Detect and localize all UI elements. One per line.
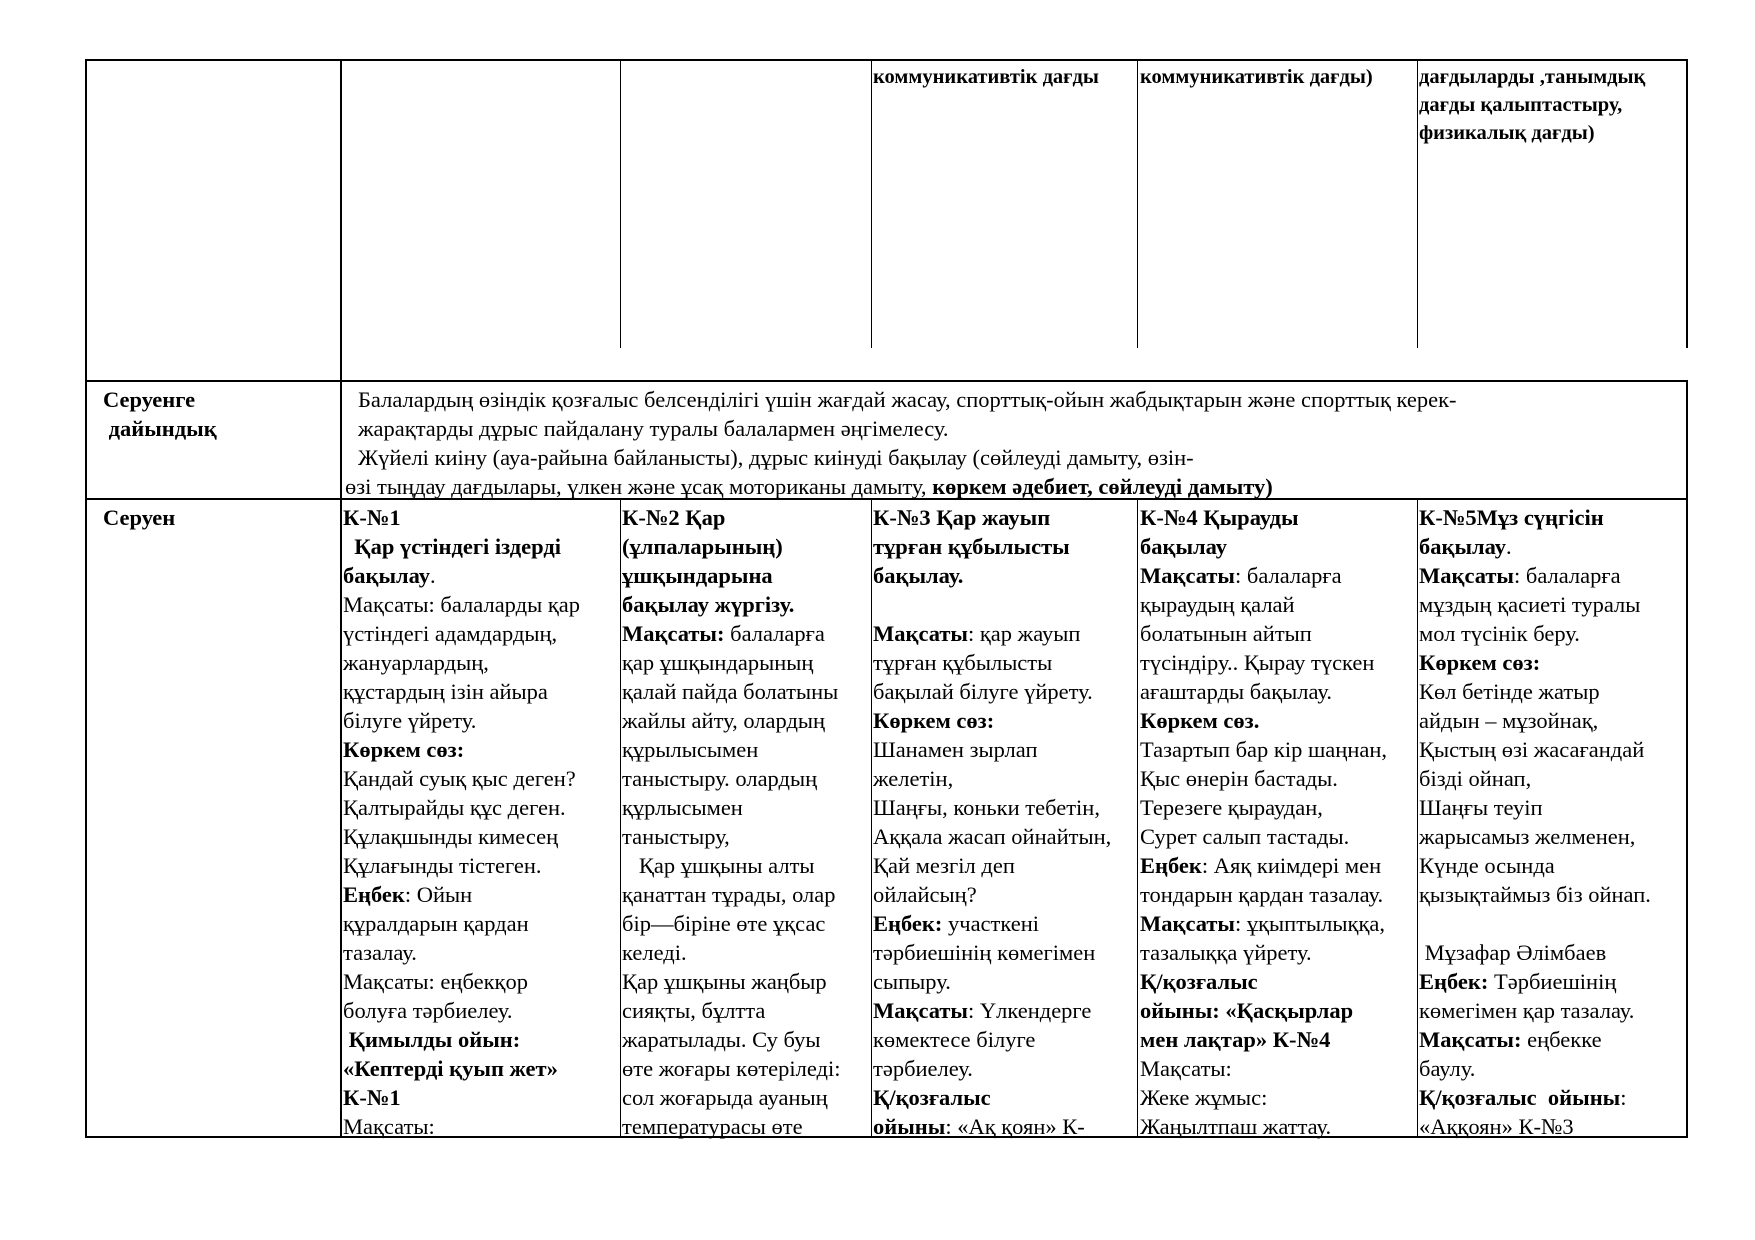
walk-text-run: мол түсінік беру. <box>1419 621 1580 646</box>
walk-text-run: Шаңғы, коньки тебетін, <box>873 795 1100 820</box>
walk-text-run: болуға тәрбиелеу. <box>343 998 513 1023</box>
walk-text-run: Қыс өнерін бастады. <box>1140 766 1338 791</box>
walk-text-tail: : Ойын <box>404 882 473 907</box>
walk-text-run: Мақсаты <box>873 998 968 1023</box>
top-text-line: коммуникативтік дағды) <box>1140 66 1373 88</box>
walk-text-line <box>873 1112 1111 1141</box>
walk-text-run: құстардың ізін айыра <box>343 679 548 704</box>
walk-text-tail: Тәрбиешінің <box>1488 969 1617 994</box>
walk-text-run: құрылысымен <box>622 737 759 762</box>
walk-text-line <box>343 996 580 1025</box>
walk-text-run: Мақсаты: балаларды қар <box>343 592 580 617</box>
walk-text-line <box>873 996 1111 1025</box>
walk-text-line <box>873 561 1111 590</box>
grid-line <box>1686 380 1688 1138</box>
walk-text-line <box>622 1025 841 1054</box>
walk-text-line <box>1140 590 1387 619</box>
walk-text-run: ойлайсың? <box>873 882 977 907</box>
walk-text-run: К-№4 Қырауды <box>1140 505 1299 530</box>
walk-text-line <box>873 706 1111 735</box>
walk-text-line <box>873 909 1111 938</box>
walk-text-tail: : Үлкендерге <box>968 998 1092 1023</box>
walk-text-run: таныстыру. олардың <box>622 766 818 791</box>
walk-text-line <box>873 880 1111 909</box>
walk-text-tail: еңбекке <box>1521 1027 1602 1052</box>
walk-text-tail: . <box>1506 534 1512 559</box>
walk-text-run: Күнде осында <box>1419 853 1555 878</box>
walk-text-line <box>873 532 1111 561</box>
walk-text-line <box>1419 1025 1651 1054</box>
walk-text-line <box>343 822 580 851</box>
walk-text-line <box>1419 648 1651 677</box>
walk-text-run: Көркем сөз: <box>1419 650 1541 675</box>
grid-line <box>85 59 87 1138</box>
walk-text-line <box>1419 996 1651 1025</box>
walk-text-line <box>1419 1054 1651 1083</box>
walk-text-line <box>873 1025 1111 1054</box>
walk-text-run: қанаттан тұрады, олар <box>622 882 836 907</box>
walk-text-line <box>1140 822 1387 851</box>
walk-text-run: түсіндіру.. Қырау түскен <box>1140 650 1375 675</box>
walk-text-run: мен лақтар» К-№4 <box>1140 1027 1331 1052</box>
walk-text-line <box>343 851 580 880</box>
walk-text-run: Көл бетінде жатыр <box>1419 679 1600 704</box>
walk-text-tail: : балаларға <box>1514 563 1621 588</box>
grid-line <box>871 59 872 348</box>
walk-text-line <box>1140 1054 1387 1083</box>
walk-text-line <box>622 938 841 967</box>
walk-text-line <box>622 619 841 648</box>
prep-text-line <box>345 472 1678 501</box>
walk-text-line <box>1140 561 1387 590</box>
walk-text-tail: : ұқыптылыққа, <box>1235 911 1385 936</box>
walk-text-line <box>873 822 1111 851</box>
prep-text <box>345 385 1678 501</box>
walk-text-run: К-№3 Қар жауып <box>873 505 1051 530</box>
walk-text-line <box>1140 735 1387 764</box>
grid-line <box>340 59 342 1138</box>
walk-text-line <box>1419 967 1651 996</box>
walk-text-run: Қар ұшқыны жаңбыр <box>622 969 827 994</box>
walk-text-run: желетін, <box>873 766 954 791</box>
walk-text-run: көмектесе білуге <box>873 1027 1036 1052</box>
walk-text-line <box>1140 880 1387 909</box>
walk-text-run: Қандай суық қыс деген? <box>343 766 576 791</box>
walk-text-line <box>622 677 841 706</box>
grid-line <box>1137 498 1138 1138</box>
walk-text-line <box>1419 793 1651 822</box>
walk-text-run: тәрбиелеу. <box>873 1056 973 1081</box>
walk-text-line <box>343 735 580 764</box>
walk-text-line <box>622 851 841 880</box>
walk-text-run: бақылау жүргізу. <box>622 592 795 617</box>
walk-text-line <box>1419 561 1651 590</box>
walk-text-run: ойыны <box>873 1114 946 1139</box>
top-text-line: дағды қалыптастыру, <box>1419 94 1623 116</box>
prep-text-line: Балалардың өзіндік қозғалыс белсенділігі үшін жағдай жасау, спорттық-ойын жабдықтарын және спорттық керек- <box>358 387 1457 412</box>
walk-text-run: температурасы өте <box>622 1114 803 1139</box>
walk-text-tail: : балаларға <box>1235 563 1342 588</box>
walk-text-run: тондарын қардан тазалау. <box>1140 882 1384 907</box>
walk-text-line <box>622 590 841 619</box>
prep-text-plain: өзі тыңдау дағдылары, үлкен және ұсақ моториканы дамыту, <box>345 474 933 499</box>
walk-text-line <box>873 648 1111 677</box>
walk-text-line <box>1419 1083 1651 1112</box>
walk-text-run: Мақсаты <box>1140 911 1235 936</box>
walk-text-line <box>622 1054 841 1083</box>
grid-line <box>620 498 621 1138</box>
walk-text-run: К-№5Мұз сүңгісін <box>1419 505 1604 530</box>
walk-col5 <box>1419 503 1651 1141</box>
walk-text-line <box>1419 677 1651 706</box>
walk-text-line <box>1419 619 1651 648</box>
walk-text-line <box>622 996 841 1025</box>
walk-text-run: Құлағынды тістеген. <box>343 853 542 878</box>
walk-text-run: бір—біріне өте ұқсас <box>622 911 826 936</box>
top-text-line: дағдыларды ,танымдық <box>1419 66 1646 88</box>
walk-text-line <box>622 1112 841 1141</box>
walk-text-line <box>873 590 1111 619</box>
walk-text-run: Мақсаты <box>1140 563 1235 588</box>
walk-text-line <box>1140 1112 1387 1141</box>
walk-text-run: үстіндегі адамдардың, <box>343 621 558 646</box>
walk-text-run: бақылай білуге үйрету. <box>873 679 1093 704</box>
walk-text-run: Мақсаты: <box>1140 1056 1232 1081</box>
walk-text-line <box>1140 648 1387 677</box>
walk-text-line <box>873 938 1111 967</box>
walk-text-run: келеді. <box>622 940 687 965</box>
walk-text-line <box>1140 677 1387 706</box>
walk-text-run: Шаңғы теуіп <box>1419 795 1543 820</box>
walk-text-run: Тазартып бар кір шаңнан, <box>1140 737 1388 762</box>
walk-text-run: Қимылды ойын: <box>343 1027 521 1052</box>
walk-text-line <box>343 1112 580 1141</box>
walk-text-run: бақылау. <box>873 563 964 588</box>
grid-line <box>85 380 1688 382</box>
walk-text-run: жайлы айту, олардың <box>622 708 826 733</box>
walk-text-line <box>343 764 580 793</box>
walk-label-text: Серуен <box>103 505 176 530</box>
walk-text-run: Қ/қозғалыс ойыны <box>1419 1085 1621 1110</box>
top-text-line: физикалық дағды) <box>1419 122 1595 144</box>
walk-text-line <box>622 561 841 590</box>
walk-text-tail: участкені <box>942 911 1040 936</box>
walk-text-tail: : <box>1620 1085 1627 1110</box>
walk-text-line <box>1419 532 1651 561</box>
walk-text-line <box>622 706 841 735</box>
walk-text-line <box>343 1083 580 1112</box>
walk-text-line <box>622 503 841 532</box>
top-text-line: коммуникативтік дағды <box>873 66 1099 88</box>
walk-text-line <box>343 532 580 561</box>
walk-text-run: жарысамыз желменен, <box>1419 824 1636 849</box>
walk-text-line <box>622 822 841 851</box>
walk-text-run: Сурет салып тастады. <box>1140 824 1350 849</box>
walk-text-run: ағаштарды бақылау. <box>1140 679 1332 704</box>
walk-text-line <box>873 619 1111 648</box>
walk-text-run: таныстыру, <box>622 824 730 849</box>
walk-text-run: Терезеге қыраудан, <box>1140 795 1323 820</box>
walk-text-run: Шанамен зырлап <box>873 737 1038 762</box>
walk-text-run: сияқты, бұлтта <box>622 998 766 1023</box>
walk-text-line <box>343 1025 580 1054</box>
walk-text-run: Мақсаты: <box>622 621 725 646</box>
walk-text-line <box>1419 938 1651 967</box>
walk-text-line <box>1140 967 1387 996</box>
walk-text-run <box>1419 911 1425 936</box>
grid-line <box>85 59 1688 61</box>
walk-text-line <box>622 735 841 764</box>
walk-text-line <box>1140 764 1387 793</box>
walk-text-line <box>622 793 841 822</box>
walk-text-line <box>1419 503 1651 532</box>
walk-text-line <box>1140 1025 1387 1054</box>
prep-text-line: Жүйелі киіну (ауа-райына байланысты), дұрыс киінуді бақылау (сөйлеуді дамыту, өзін- <box>358 445 1194 470</box>
walk-text-run: айдын – мұзойнақ, <box>1419 708 1599 733</box>
walk-text-line <box>1419 851 1651 880</box>
walk-text-line <box>873 735 1111 764</box>
walk-text-run: Аққала жасап ойнайтын, <box>873 824 1112 849</box>
prep-label-line: дайындық <box>103 416 217 441</box>
walk-text-run: Жаңылтпаш жаттау. <box>1140 1114 1332 1139</box>
walk-text-run: «Кептерді қуып жет» <box>343 1056 558 1081</box>
walk-text-run: бақылау <box>1419 534 1507 559</box>
walk-col3 <box>873 503 1111 1141</box>
grid-line <box>1417 498 1418 1138</box>
walk-text-line <box>1140 851 1387 880</box>
walk-col1 <box>343 503 580 1141</box>
walk-text-line <box>622 764 841 793</box>
walk-text-line <box>1140 706 1387 735</box>
walk-text-tail: балаларға <box>724 621 825 646</box>
walk-text-run: Жеке жұмыс: <box>1140 1085 1268 1110</box>
walk-text-line <box>873 851 1111 880</box>
walk-text-run: сыпыру. <box>873 969 951 994</box>
walk-text-run: Қ/қозғалыс <box>1140 969 1258 994</box>
walk-text-line <box>1140 1083 1387 1112</box>
walk-text-tail: . <box>430 563 436 588</box>
walk-text-run: Еңбек <box>1140 853 1202 878</box>
walk-text-line <box>622 648 841 677</box>
walk-text-line <box>873 967 1111 996</box>
walk-text-line <box>343 880 580 909</box>
walk-text-run: тәрбиешінің көмегімен <box>873 940 1096 965</box>
walk-text-line <box>343 561 580 590</box>
walk-text-line <box>1140 503 1387 532</box>
walk-text-line <box>1419 764 1651 793</box>
walk-text-line <box>873 793 1111 822</box>
walk-text-line <box>1140 619 1387 648</box>
walk-text-run: Қ/қозғалыс <box>873 1085 991 1110</box>
grid-line <box>1137 59 1138 348</box>
walk-text-run: тазалау. <box>343 940 417 965</box>
walk-text-run: жаратылады. Су буы <box>622 1027 821 1052</box>
walk-text-run <box>873 592 879 617</box>
walk-text-run: қар ұшқындарының <box>622 650 814 675</box>
walk-text-line <box>1140 532 1387 561</box>
walk-text-line <box>343 648 580 677</box>
walk-text-run: «Аққоян» К-№3 <box>1419 1114 1574 1139</box>
walk-text-run: қалай пайда болатыны <box>622 679 839 704</box>
walk-label <box>103 503 175 532</box>
walk-text-tail: : қар жауып <box>968 621 1081 646</box>
walk-text-run: Көркем сөз. <box>1140 708 1260 733</box>
walk-text-line <box>343 503 580 532</box>
top-row-col4 <box>873 63 1099 91</box>
walk-text-run: Мақсаты: <box>1419 1027 1522 1052</box>
walk-text-run: болатынын айтып <box>1140 621 1312 646</box>
walk-text-run: Еңбек: <box>1419 969 1489 994</box>
walk-text-run: бақылау <box>1140 534 1228 559</box>
walk-text-line <box>1419 880 1651 909</box>
walk-text-line <box>343 938 580 967</box>
walk-col4 <box>1140 503 1387 1141</box>
walk-text-line <box>1419 706 1651 735</box>
walk-text-line <box>622 967 841 996</box>
walk-text-line <box>1140 793 1387 822</box>
grid-line <box>1686 59 1688 348</box>
walk-text-line <box>1419 909 1651 938</box>
walk-text-run: ойыны: «Қасқырлар <box>1140 998 1354 1023</box>
walk-text-line <box>622 1083 841 1112</box>
walk-text-run: К-№1 <box>343 505 401 530</box>
walk-text-line <box>873 764 1111 793</box>
walk-text-line <box>1419 735 1651 764</box>
walk-text-run: Мақсаты <box>873 621 968 646</box>
walk-text-run: тұрған құбылысты <box>873 534 1070 559</box>
walk-text-line <box>343 967 580 996</box>
walk-text-run: тұрған құбылысты <box>873 650 1053 675</box>
walk-text-run: К-№1 <box>343 1085 401 1110</box>
walk-text-run: Мұзафар Әлімбаев <box>1419 940 1607 965</box>
prep-label <box>103 385 217 443</box>
prep-text-bold: көркем әдебиет, сөйлеуді дамыту) <box>932 474 1273 499</box>
walk-text-run: көмегімен қар тазалау. <box>1419 998 1635 1023</box>
walk-text-run: құралдарын қардан <box>343 911 529 936</box>
walk-text-run: тазалыққа үйрету. <box>1140 940 1312 965</box>
walk-text-tail: : «Ақ қоян» К- <box>945 1114 1085 1139</box>
walk-text-run: бақылау <box>343 563 431 588</box>
walk-text-line <box>343 1054 580 1083</box>
walk-text-run: Еңбек <box>343 882 405 907</box>
walk-text-run: өте жоғары көтеріледі: <box>622 1056 841 1081</box>
walk-text-run: Еңбек: <box>873 911 943 936</box>
grid-line <box>1417 59 1418 348</box>
walk-text-run: сол жоғарыда ауаның <box>622 1085 828 1110</box>
walk-text-line <box>873 677 1111 706</box>
walk-text-run: Қар үстіндегі іздерді <box>343 534 562 559</box>
walk-text-line <box>1419 1112 1651 1141</box>
walk-text-line <box>343 619 580 648</box>
walk-text-line <box>343 793 580 822</box>
walk-text-run: баулу. <box>1419 1056 1476 1081</box>
walk-text-run: К-№2 Қар <box>622 505 726 530</box>
walk-text-run: (ұлпаларының) <box>622 534 783 559</box>
prep-text-line: жарақтарды дұрыс пайдалану туралы балалармен әңгімелесу. <box>358 416 949 441</box>
walk-text-run: Қалтырайды құс деген. <box>343 795 566 820</box>
walk-text-run: Қыстың өзі жасағандай <box>1419 737 1645 762</box>
top-row-col5 <box>1140 63 1373 91</box>
walk-text-line <box>343 706 580 735</box>
walk-text-run: Көркем сөз: <box>343 737 465 762</box>
walk-text-tail: : Аяқ киімдері мен <box>1201 853 1382 878</box>
walk-text-line <box>343 677 580 706</box>
walk-text-line <box>873 503 1111 532</box>
walk-text-line <box>343 590 580 619</box>
walk-text-run: Қай мезгіл деп <box>873 853 1015 878</box>
walk-text-line <box>873 1054 1111 1083</box>
walk-text-run: Мақсаты <box>1419 563 1514 588</box>
top-row-col6 <box>1419 63 1645 147</box>
grid-line <box>871 498 872 1138</box>
walk-text-run: білуге үйрету. <box>343 708 477 733</box>
walk-text-run: мұздың қасиеті туралы <box>1419 592 1641 617</box>
prep-label-line: Серуенге <box>103 387 196 412</box>
walk-text-run: Көркем сөз: <box>873 708 995 733</box>
walk-text-line <box>622 909 841 938</box>
walk-text-line <box>1419 822 1651 851</box>
walk-text-run: ұшқындарына <box>622 563 773 588</box>
walk-text-run: бізді ойнап, <box>1419 766 1532 791</box>
walk-text-run: Мақсаты: <box>343 1114 435 1139</box>
walk-text-line <box>873 1083 1111 1112</box>
walk-text-line <box>1140 996 1387 1025</box>
walk-text-line <box>622 532 841 561</box>
walk-text-run: қыраудың қалай <box>1140 592 1295 617</box>
walk-text-run: Мақсаты: еңбекқор <box>343 969 528 994</box>
walk-text-line <box>1140 938 1387 967</box>
walk-text-line <box>1419 590 1651 619</box>
walk-text-line <box>343 909 580 938</box>
walk-text-line <box>622 880 841 909</box>
walk-text-run: жануарлардың, <box>343 650 489 675</box>
walk-text-line <box>1140 909 1387 938</box>
grid-line <box>620 59 621 348</box>
walk-text-run: құрлысымен <box>622 795 743 820</box>
walk-col2 <box>622 503 841 1141</box>
walk-text-run: Қар ұшқыны алты <box>622 853 815 878</box>
walk-text-run: қызықтаймыз біз ойнап. <box>1419 882 1651 907</box>
walk-text-run: Құлақшынды кимесең <box>343 824 559 849</box>
